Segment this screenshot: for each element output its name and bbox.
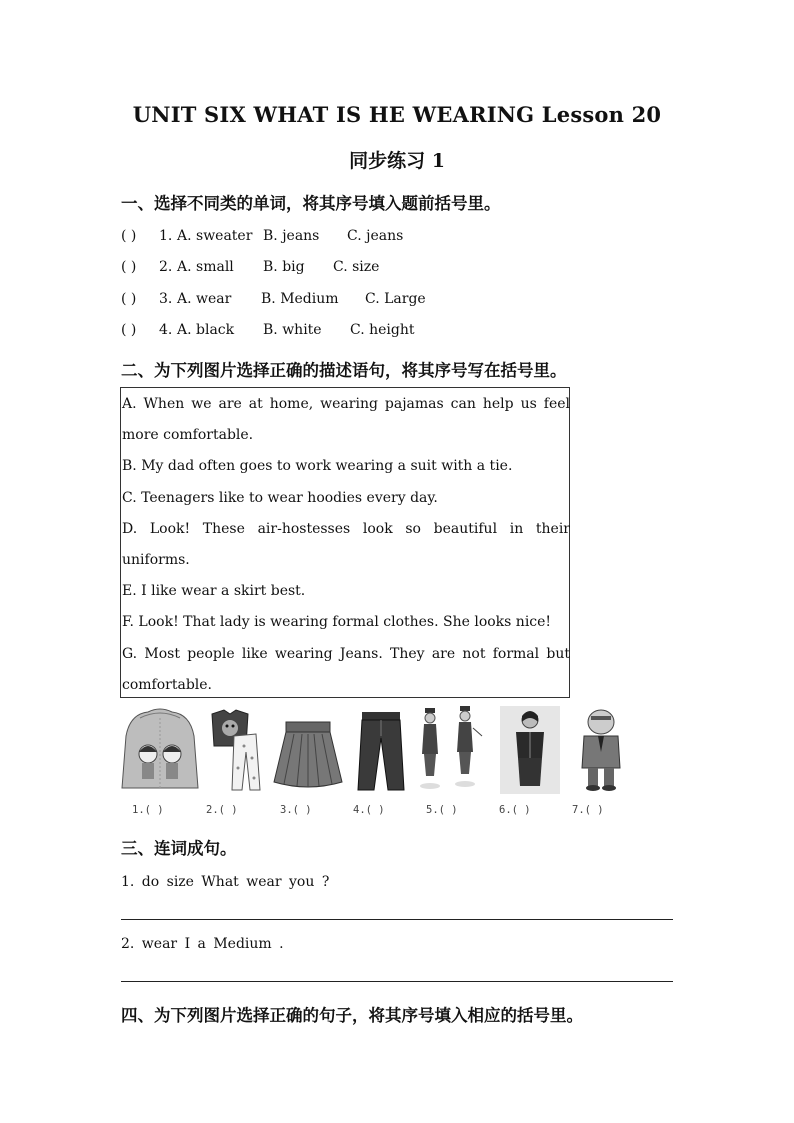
answer-bracket[interactable]: ( ) bbox=[121, 259, 137, 275]
sentence-f: F. Look! That lady is wearing formal clothes. She looks nice! bbox=[122, 614, 552, 630]
question-1 bbox=[121, 228, 403, 244]
option-c: C. jeans bbox=[347, 228, 404, 244]
answer-bracket[interactable]: ( ) bbox=[121, 291, 137, 307]
option-b: B. big bbox=[263, 259, 305, 275]
option-b: B. jeans bbox=[263, 228, 320, 244]
page-subtitle: 同步练习 1 bbox=[349, 150, 445, 172]
picture-label-5[interactable]: 5.( ) bbox=[426, 804, 458, 816]
sentence-a-line1: A. When we are at home, wearing pajamas can help us feel bbox=[122, 396, 570, 412]
page-title: UNIT SIX WHAT IS HE WEARING Lesson 20 bbox=[132, 102, 662, 127]
picture-label-4[interactable]: 4.( ) bbox=[353, 804, 385, 816]
picture-row bbox=[120, 706, 640, 824]
air-hostesses-icon bbox=[416, 706, 486, 798]
question-number: 4. bbox=[159, 322, 173, 338]
section1-heading: 一、选择不同类的单词，将其序号填入题前括号里。 bbox=[121, 194, 501, 213]
question-number: 3. bbox=[159, 291, 173, 307]
sentence-g-line1: G. Most people like wearing Jeans. They are not formal but bbox=[122, 646, 570, 662]
sentence-a-line2: more comfortable. bbox=[122, 427, 254, 443]
question-number: 2. bbox=[159, 259, 173, 275]
question-2 bbox=[121, 259, 379, 275]
option-a: A. small bbox=[177, 259, 234, 275]
picture-label-3[interactable]: 3.( ) bbox=[280, 804, 312, 816]
answer-bracket[interactable]: ( ) bbox=[121, 228, 137, 244]
section3-heading: 三、连词成句。 bbox=[121, 839, 237, 858]
question-3 bbox=[121, 291, 426, 307]
option-a: A. black bbox=[177, 322, 235, 338]
option-c: C. Large bbox=[365, 291, 426, 307]
sentence-e: E. I like wear a skirt best. bbox=[122, 583, 306, 599]
question-number: 1. bbox=[159, 228, 173, 244]
skirt-icon bbox=[270, 706, 346, 798]
section4-heading: 四、为下列图片选择正确的句子，将其序号填入相应的括号里。 bbox=[121, 1006, 583, 1025]
answer-line-2[interactable] bbox=[121, 981, 673, 982]
sentence-c: C. Teenagers like to wear hoodies every day. bbox=[122, 490, 438, 506]
suit-man-icon bbox=[576, 706, 626, 798]
word-order-item-1: 1. do size What wear you ? bbox=[121, 874, 330, 890]
answer-line-1[interactable] bbox=[121, 919, 673, 920]
word-order-item-2: 2. wear I a Medium . bbox=[121, 936, 284, 952]
picture-label-6[interactable]: 6.( ) bbox=[499, 804, 531, 816]
pajamas-icon bbox=[206, 706, 264, 798]
jeans-icon bbox=[354, 706, 408, 798]
formal-lady-icon bbox=[500, 706, 560, 798]
section2-heading: 二、为下列图片选择正确的描述语句，将其序号写在括号里。 bbox=[121, 361, 567, 380]
option-a: A. wear bbox=[177, 291, 232, 307]
answer-bracket[interactable]: ( ) bbox=[121, 322, 137, 338]
option-c: C. height bbox=[350, 322, 415, 338]
picture-label-1[interactable]: 1.( ) bbox=[132, 804, 164, 816]
option-c: C. size bbox=[333, 259, 380, 275]
sentence-b: B. My dad often goes to work wearing a suit with a tie. bbox=[122, 458, 513, 474]
sentence-g-line2: comfortable. bbox=[122, 677, 212, 693]
question-4 bbox=[121, 322, 415, 338]
sentence-d-line1: D. Look! These air-hostesses look so beautiful in their bbox=[122, 521, 570, 537]
picture-label-7[interactable]: 7.( ) bbox=[572, 804, 604, 816]
option-b: B. white bbox=[263, 322, 322, 338]
picture-label-2[interactable]: 2.( ) bbox=[206, 804, 238, 816]
option-a: A. sweater bbox=[177, 228, 253, 244]
hoodies-icon bbox=[120, 706, 200, 798]
option-b: B. Medium bbox=[261, 291, 339, 307]
sentence-d-line2: uniforms. bbox=[122, 552, 190, 568]
